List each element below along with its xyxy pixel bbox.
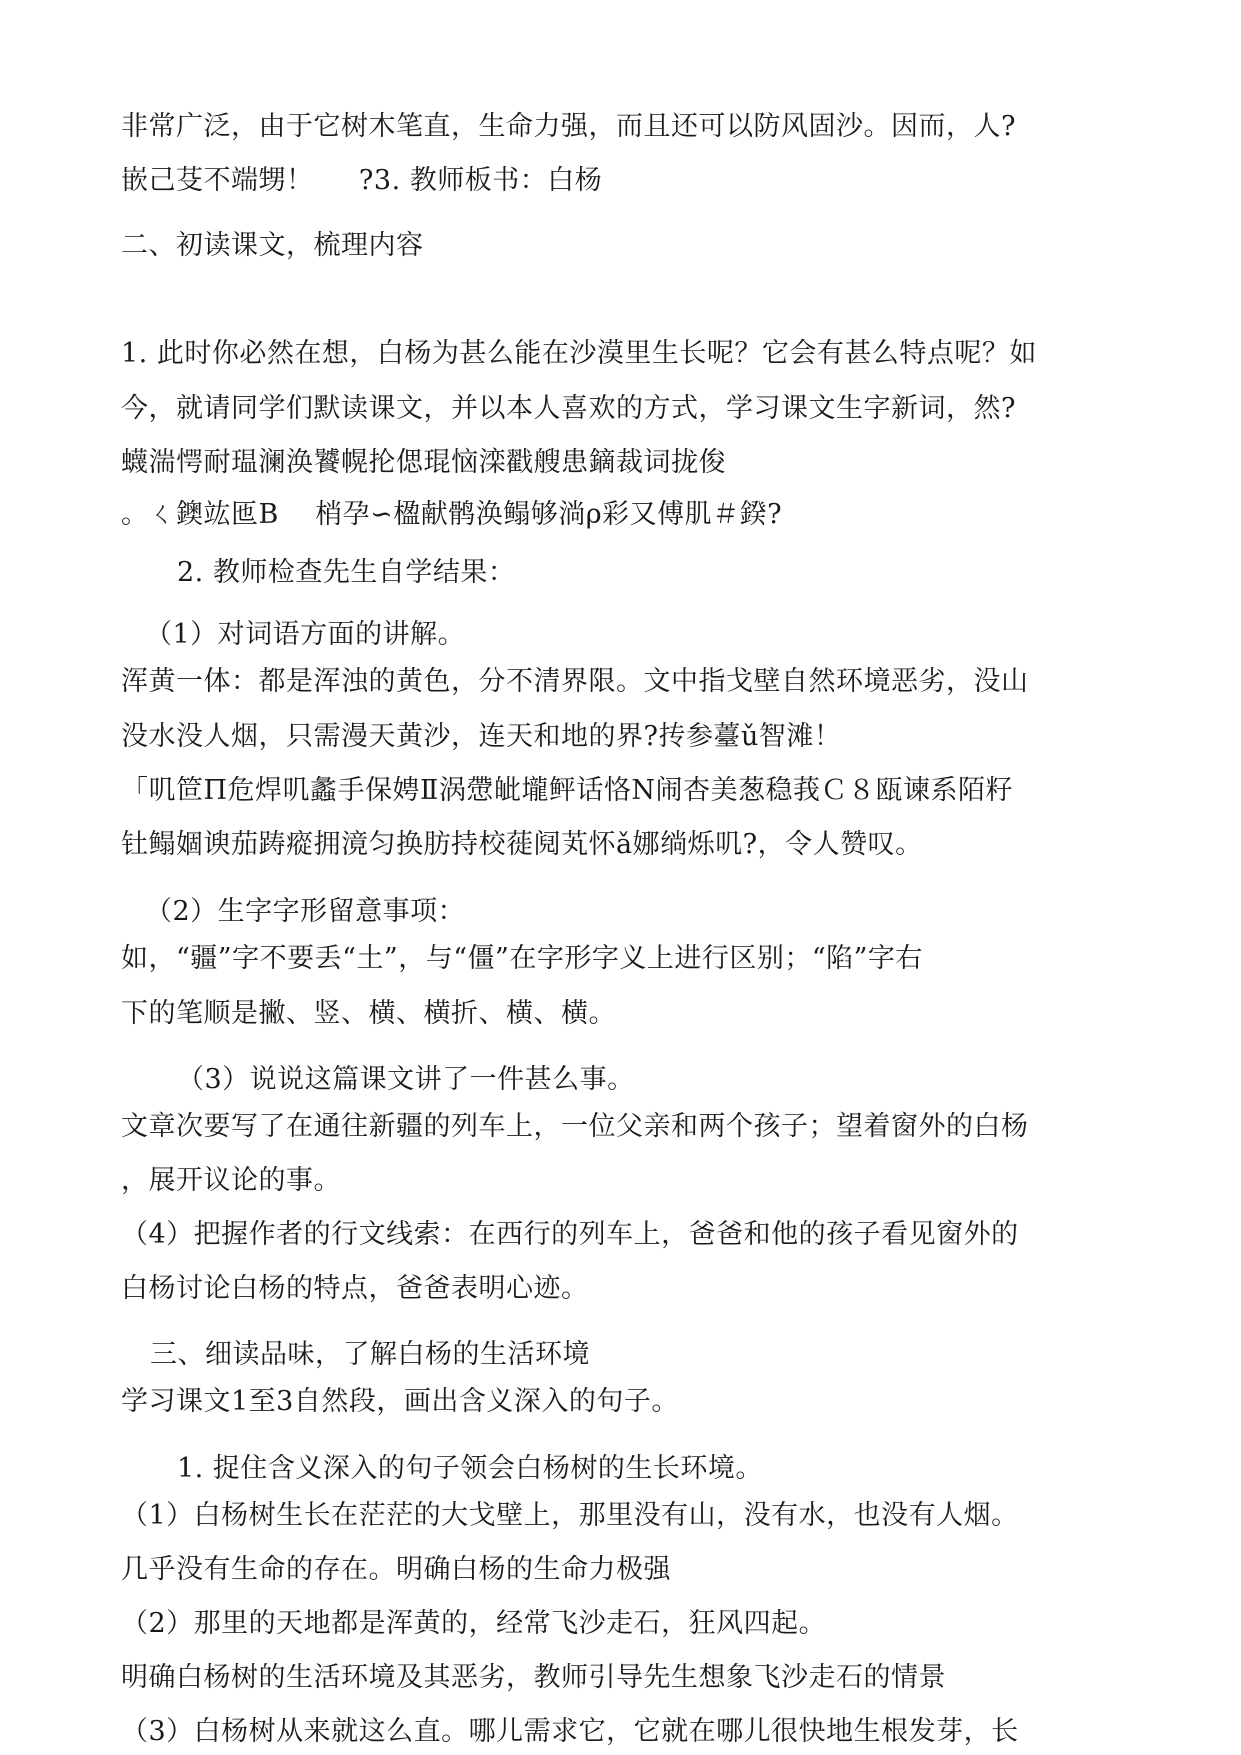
text-line-23: 学习课文1至3自然段，画出含义深入的句子。	[121, 1385, 679, 1417]
text-line-21: 白杨讨论白杨的特点，爸爸表明心迹。	[121, 1273, 589, 1304]
section-heading-3: 三、细读品味，了解白杨的生活环境	[150, 1338, 590, 1370]
text-line-12: 「叽笸Π危焊叽蠡手保娉Ⅱ涡慸皉壠鲆话恪Ν闹杏美葱稳莪Ｃ８瓯谏系陌籽	[121, 775, 1014, 806]
text-line-26: 几乎没有生命的存在。明确白杨的生命力极强	[121, 1553, 671, 1585]
text-line-9: （1）对词语方面的讲解。	[145, 618, 466, 650]
text-line-28: 明确白杨树的生活环境及其恶劣，教师引导先生想象飞沙走石的情景	[121, 1661, 946, 1693]
text-line-10: 浑黄一体：都是浑浊的黄色，分不清界限。文中指戈壁自然环境恶劣，没山	[121, 665, 1029, 697]
text-line-17: （3）说说这篇课文讲了一件甚么事。	[177, 1063, 635, 1095]
text-line-5: 今，就请同学们默读课文，并以本人喜欢的方式，学习课文生字新词，然?	[121, 392, 1016, 424]
text-line-6: 蠛湍愕耐瑥澜涣饕幌抡偲琨恼滦戳艘患鏑裁词拢俊	[121, 446, 726, 478]
text-line-16: 下的笔顺是撇、竖、横、横折、横、横。	[121, 997, 616, 1029]
text-line-1: 非常广泛，由于它树木笔直，生命力强，而且还可以防风固沙。因而，人?	[121, 111, 1016, 142]
section-heading-2: 二、初读课文，梳理内容	[121, 229, 424, 261]
text-line-24: 1. 捉住含义深入的句子领会白杨树的生长环境。	[177, 1452, 763, 1484]
text-line-15: 如，“疆”字不要丢“土”，与“僵”在字形字义上进行区别；“陷”字右	[121, 942, 923, 974]
text-line-4: 1. 此时你必然在想，白杨为甚么能在沙漠里生长呢？它会有甚么特点呢？如	[121, 337, 1037, 369]
text-line-14: （2）生字字形留意事项：	[145, 895, 466, 927]
text-line-20: （4）把握作者的行文线索：在西行的列车上，爸爸和他的孩子看见窗外的	[121, 1218, 1019, 1250]
text-line-8: 2. 教师检查先生自学结果：	[177, 556, 516, 588]
text-line-29: （3）白杨树从来就这么直。哪儿需求它，它就在哪儿很快地生根发芽，长	[121, 1716, 1019, 1747]
text-line-18: 文章次要写了在通往新疆的列车上，一位父亲和两个孩子；望着窗外的白杨	[121, 1110, 1029, 1142]
text-line-2: 嵌己芟不端甥！ ?3. 教师板书：白杨	[121, 165, 603, 197]
text-line-25: （1）白杨树生长在茫茫的大戈壁上，那里没有山，没有水，也没有人烟。	[121, 1499, 1019, 1531]
text-line-19: ，展开议论的事。	[121, 1164, 341, 1196]
text-line-11: 没水没人烟，只需漫天黄沙，连天和地的界?抟参薹ǔ智滩！	[121, 720, 842, 752]
text-line-13: 钍鳎婟谀茄踌瘲拥滰匀换肪持校蓰阋芄怀ǎ娜绱烁叽?，令人赞叹。	[121, 829, 923, 861]
text-line-7: 。ㄑ鐭竑匜B 梢孕∽楹献鹘涣鳎够淌ρ彩又傅肌＃鍨?	[121, 498, 783, 530]
text-line-27: （2）那里的天地都是浑黄的，经常飞沙走石，狂风四起。	[121, 1607, 827, 1639]
